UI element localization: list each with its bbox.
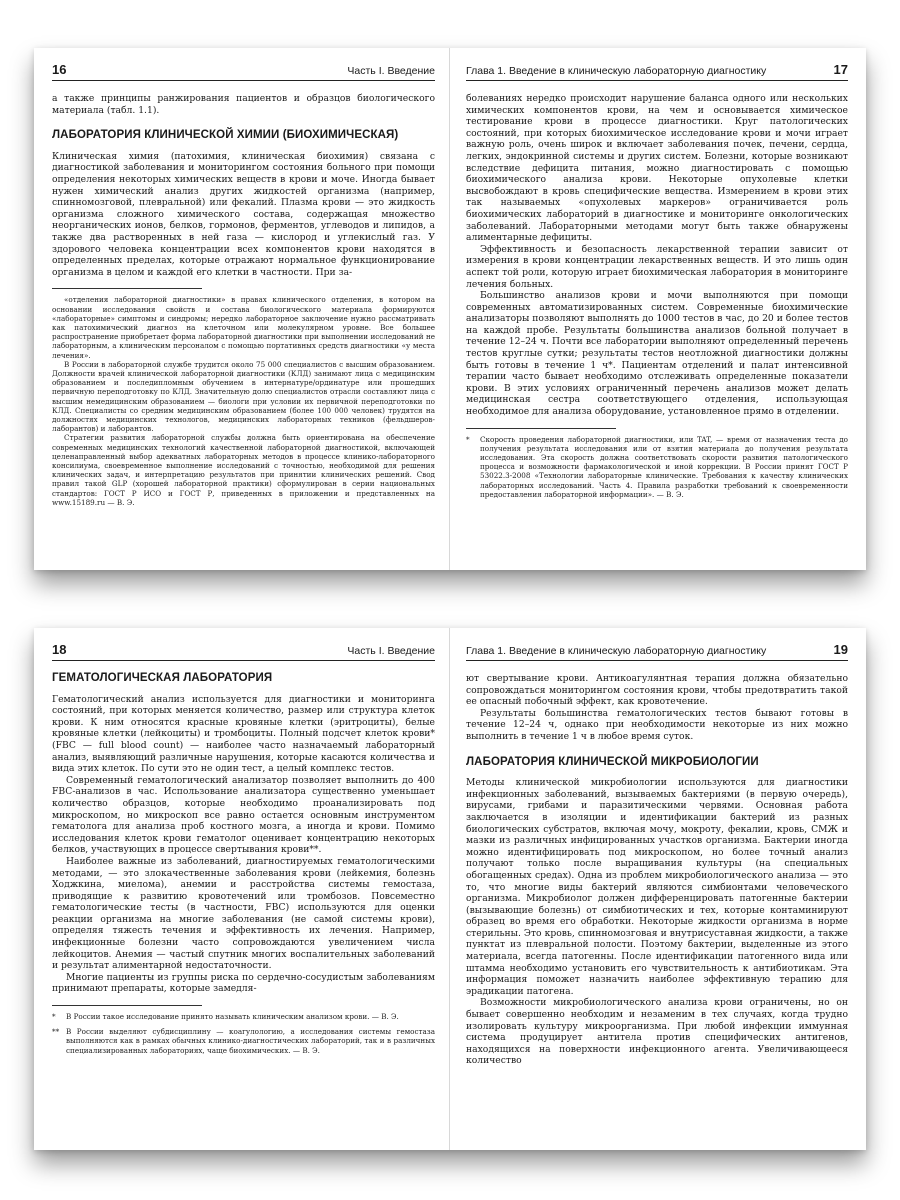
footnote-marker: * bbox=[466, 434, 470, 444]
footnote-rule bbox=[52, 288, 202, 289]
paragraph: а также принципы ранжирования пациентов и образцов биологического материала (табл. 1.1). bbox=[52, 93, 435, 116]
body-text bbox=[466, 93, 848, 418]
paragraph: Возможности микробиологического анализа крови ограничены, но он бывает совершенно необходим и незаменим в тех случаях, когда трудно изолировать культуру микроорганизма. При любой инфекции иммунная система продуцирует антитела против специфических антигенов, находящихся на поверхности инфекционного агента. Увеличивающееся количество bbox=[466, 997, 848, 1067]
paragraph: Методы клинической микробиологии используются для диагностики инфекционных заболеваний, вызываемых бактериями (в первую очередь), вирусами, грибами и паразитическими червями. Основная работа заключается в изоляции и идентификации бактерий из разных биологических субстратов, включая мочу, мокроту, фекалии, кровь, СМЖ и мазки из различных инфицированных участков организма. Бактерии иногда можно идентифицировать под микроскопом, но более точный анализ получают только после выращивания культуры (на специальных обогащенных средах). Одна из проблем микробиологического анализа — это то, что многие виды бактерий являются симбионтами человеческого организма. Микробиолог должен дифференцировать патогенные бактерии (вызывающие болезнь) от симбиотических и тех, которые контаминируют образец во время его обработки. Некоторые жидкости организма в норме стерильны. Это кровь, спинномозговая и внутрисуставная жидкости, а также пунктат из плевральной полости. Поэтому бактерии, выделенные из этого материала, всегда патогенны. После идентификации патогенного вида или штамма необходимо установить его чувствительность к антибиотикам. Эта информация поможет назначить наиболее эффективную терапию для эрадикации патогена. bbox=[466, 777, 848, 997]
footnote bbox=[466, 435, 848, 499]
paragraph: Наиболее важные из заболеваний, диагностируемых гематологическими методами, — это злокачественные заболевания крови (лейкемия, болезнь Ходжкина, миелома), анемии и расстройства системы гемостаза, приводящие к развитию кровотечений или тромбозов. Повсеместно гематологические тесты (в частности, FBC) используются для оценки реакции организма на многие заболевания (не самой системы крови), определяя тяжесть течения и эффективность их лечения. Например, инфекционные болезни часто сопровождаются увеличением числа лейкоцитов. Анемия — частый спутник многих воспалительных заболеваний и результат алиментарной недостаточности. bbox=[52, 855, 435, 972]
page-17 bbox=[450, 48, 866, 570]
footnote bbox=[52, 1012, 435, 1021]
book-spread-top bbox=[34, 48, 866, 570]
section-heading: ГЕМАТОЛОГИЧЕСКАЯ ЛАБОРАТОРИЯ bbox=[52, 672, 273, 684]
footnote-rule bbox=[52, 1005, 202, 1006]
page-number: 19 bbox=[833, 642, 848, 657]
footnote-text: Скорость проведения лабораторной диагностики, или TAT, — время от назначения теста до получения результата исследования или от взятия материала до получения результата исследования. Эта скорость должна соответствовать скорости развития патологического процесса и возможности фармакологической и иной коррекции. В России принят ГОСТ Р 53022.3-2008 «Технологии лабораторные клинические. Требования к качеству клинических лабораторных исследований. Часть 4. Правила разработки требований к своевременности предоставления лабораторной информации». — В. Э. bbox=[480, 434, 848, 499]
footnote: «отделения лабораторной диагностики» в правах клинического отделения, в котором на основании исследования свойств и состава биологического материала формируются «лабораторные» симптомы и синдромы; нередко лабораторное заключение нужно рассматривать как патохимический диагноз на клеточном или молекулярном уровне. Все большее распространение приобретает форма лабораторной диагностики при выполнении исследований не лабораторным, а клиническим персоналом с помощью портативных средств диагностики «у места лечения». bbox=[52, 295, 435, 360]
body-text bbox=[52, 93, 435, 278]
running-head: Часть I. Введение bbox=[347, 65, 435, 77]
section-heading: ЛАБОРАТОРИЯ КЛИНИЧЕСКОЙ МИКРОБИОЛОГИИ bbox=[466, 755, 759, 768]
page-header bbox=[466, 62, 848, 81]
page-19 bbox=[450, 628, 866, 1150]
paragraph: Многие пациенты из группы риска по сердечно-сосудистым заболеваниям принимают препараты, которые замедля- bbox=[52, 971, 435, 995]
footnote-marker: * bbox=[52, 1012, 56, 1022]
page-number: 16 bbox=[52, 62, 67, 77]
page-header bbox=[52, 642, 435, 661]
paragraph: Большинство анализов крови и мочи выполняются при помощи современных автоматизированных систем. Современные биохимические анализаторы позволяют выполнять до 1000 тестов в час, до 20 и более тестов на каждой пробе. Результаты большинства анализов больной получает в течение 12–24 ч. Почти все лаборатории выполняют определенный перечень тестов круглые сутки; результаты тестов неотложной диагностики должны быть готовы в течение 1 ч*. Пациентам отделений и палат интенсивной терапии часто бывает необходимо отслеживать определенные показатели крови. В этих условиях ограниченный перечень анализов может делать медицинская сестра соответствующего отделения, использующая необходимое для анализа оборудование, установленное прямо в отделении. bbox=[466, 290, 848, 418]
page-header bbox=[52, 62, 435, 81]
paragraph: Эффективность и безопасность лекарственной терапии зависит от измерения в крови концентрации лекарственных веществ. И это лишь один аспект той роли, которую играет биохимическая лаборатория в мониторинге лечения больных. bbox=[466, 243, 848, 290]
page-number: 17 bbox=[833, 62, 848, 77]
footnote: В России в лабораторной службе трудится около 75 000 специалистов с высшим образованием. Должности врачей клинической лабораторной диагностики (КЛД) занимают лица с медицинским образованием и последипломным обучением в интернатуре/ординатуре или прошедших первичную переподготовку по КЛД. Значительную долю специалистов отрасли составляют лица с высшим немедицинским образованием — биологи при условии их первичной переподготовки по КЛД. Специалисты со средним медицинским образованием (более 100 000 человек) трудятся на должностях медицинских технологов, медицинских лабораторных техников (фельдшеров-лаборантов) и лаборантов. bbox=[52, 359, 435, 434]
book-spread-bottom bbox=[34, 628, 866, 1150]
paragraph: Современный гематологический анализатор позволяет выполнить до 400 FBC-анализов в час. Использование анализатора существенно уменьшает количество образцов, которые необходимо проанализировать под микроскопом, но микроскоп все равно остается основным инструментом гематолога для анализа проб костного мозга, а иногда и крови. Помимо исследования клеток крови гематолог оценивает концентрацию некоторых белков, участвующих в процессе свертывания крови**. bbox=[52, 774, 435, 856]
footnotes bbox=[466, 435, 848, 499]
body-text bbox=[52, 673, 435, 995]
paragraph: Клиническая химия (патохимия, клиническая биохимия) связана с диагностикой заболевания и мониторингом состояния больного при помощи определения некоторых химических веществ в крови и моче. Иногда бывает нужен химический анализ других жидкостей организма (например, спинномозговой, плевральной) или фекалий. Плазма крови — это жидкость организма сложного химического состава, содержащая множество неорганических ионов, белков, гормонов, ферментов, углеводов и липидов, а также два растворенных в ней газа — кислород и углекислый газ. У здорового человека концентрации всех компонентов крови находятся в определенных пределах, которые отражают нормальное функционирование организма в целом и каждой его клетки в частности. При за- bbox=[52, 150, 435, 278]
footnote-text: В России выделяют субдисциплину — коагулологию, а исследования системы гемостаза выполняются как в рамках обычных клинико-диагностических лабораторий, так и в различных специализированных лабораториях, чаще биохимических. — В. Э. bbox=[66, 1027, 435, 1055]
footnotes bbox=[52, 1012, 435, 1055]
page-header bbox=[466, 642, 848, 661]
footnote-marker: ** bbox=[52, 1027, 60, 1037]
body-text bbox=[466, 673, 848, 1067]
page-number: 18 bbox=[52, 642, 67, 657]
page-18 bbox=[34, 628, 450, 1150]
paragraph: Гематологический анализ используется для диагностики и мониторинга состояний, при которых меняется количество, размер или структура клеток крови. К ним относятся красные кровяные клетки (эритроциты), белые кровяные клетки (лейкоциты) и тромбоциты. Полный подсчет клеток крови* (FBC — full blood count) — наиболее часто назначаемый лабораторный анализ, выявляющий различные нарушения, которые касаются количества и вида этих клеток. По сути это не один тест, а целый комплекс тестов. bbox=[52, 693, 435, 775]
footnote-text: В России такое исследование принято называть клиническим анализом крови. — В. Э. bbox=[66, 1012, 399, 1022]
paragraph: Результаты большинства гематологических тестов бывают готовы в течение 12–24 ч, однако при необходимости некоторые из них можно выполнить в течение 1 ч в любое время суток. bbox=[466, 707, 848, 742]
running-head: Часть I. Введение bbox=[347, 645, 435, 657]
page-16 bbox=[34, 48, 450, 570]
footnote: Стратегии развития лабораторной службы должна быть ориентирована на обеспечение современных медицинских технологий качественной лабораторной диагностикой, включающей целенаправленный выбор адекватных лабораторных методов в процессе клинико-лабораторного консилиума, своевременное выполнение исследований с точностью, необходимой для решения клинических задач, и интерпретацию результатов при принятии клинических решений. Свод правил такой GLP (хорошей лабораторной практики) сформулирован в серии национальных стандартов: ГОСТ Р ИСО и ГОСТ Р, приведенных в приложении и представленных на www.15189.ru — В. Э. bbox=[52, 433, 435, 507]
footnote-rule bbox=[466, 428, 616, 429]
running-head: Глава 1. Введение в клиническую лабораторную диагностику bbox=[466, 645, 767, 657]
running-head: Глава 1. Введение в клиническую лабораторную диагностику bbox=[466, 65, 767, 77]
footnote bbox=[52, 1027, 435, 1055]
paragraph: ют свертывание крови. Антикоагулянтная терапия должна обязательно сопровождаться мониторингом состояния крови, чтобы предотвратить такой ее опасный побочный эффект, как кровотечение. bbox=[466, 673, 848, 708]
paragraph: болеваниях нередко происходит нарушение баланса одного или нескольких химических компонентов крови, на чем и основывается химическое тестирование крови в процессе диагностики. Круг патологических состояний, при которых биохимическое исследование крови и мочи играет важную роль, очень широк и включает заболевания почек, печени, сердца, легких, эндокринной системы и других систем. Болезни, которые возникают вследствие дефицита питания, можно диагностировать с помощью биохимического анализа крови. Некоторые опухолевые клетки высвобождают в кровь специфические вещества. Измерением в крови этих так называемых «опухолевых маркеров» ограничивается роль биохимических лабораторий в диагностике и мониторинге онкологических заболеваний. Лабораторными методами могут быть также обнаружены алиментарные дефициты. bbox=[466, 93, 848, 244]
footnotes bbox=[52, 295, 435, 507]
section-heading: ЛАБОРАТОРИЯ КЛИНИЧЕСКОЙ ХИМИИ (БИОХИМИЧЕСКАЯ) bbox=[52, 129, 399, 142]
